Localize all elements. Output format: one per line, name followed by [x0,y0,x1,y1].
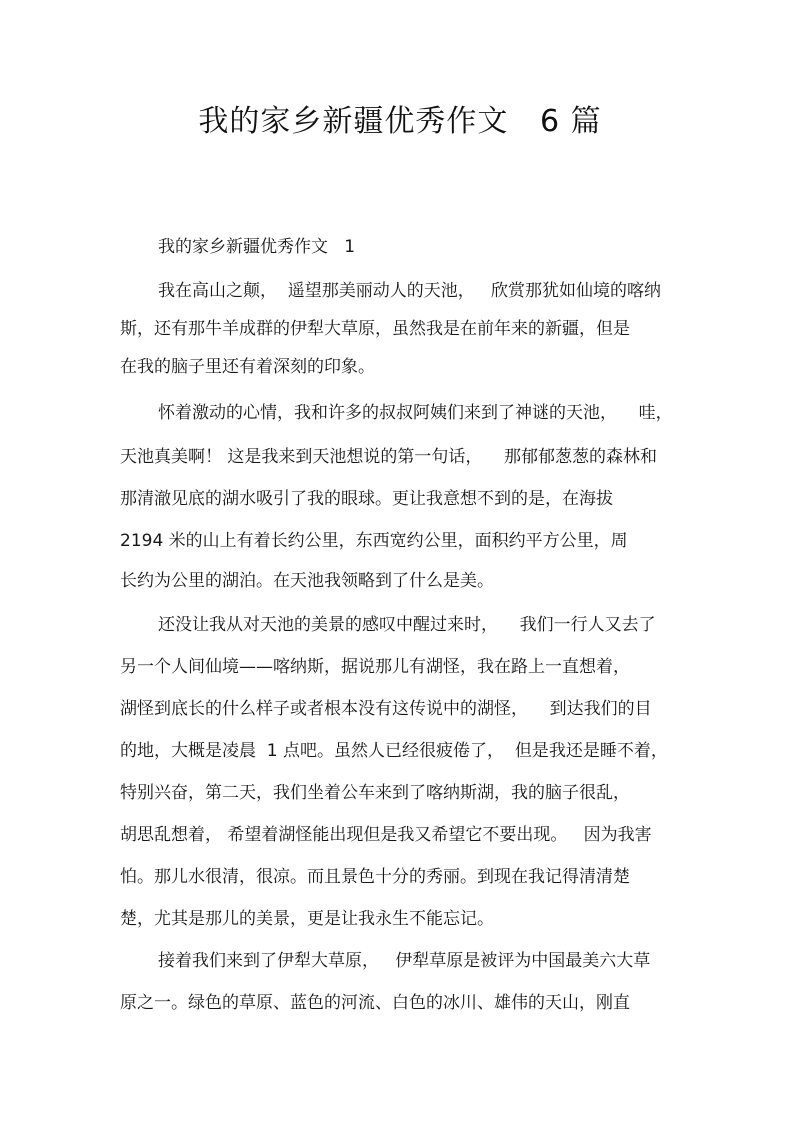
paragraph-line: 2194 米的山上有着长约公里，东西宽约公里，面积约平方公里，周 [120,531,628,551]
paragraph-line: 胡思乱想着， 希望着湖怪能出现但是我又希望它不要出现。 因为我害 [120,825,652,845]
paragraph-line: 另一个人间仙境——喀纳斯，据说那儿有湖怪，我在路上一直想着， [120,657,630,677]
paragraph-line: 我在高山之颠， 遥望那美丽动人的天池， 欣赏那犹如仙境的喀纳 [158,281,662,301]
paragraph-line: 特别兴奋，第二天，我们坐着公车来到了喀纳斯湖，我的脑子很乱， [120,783,630,803]
paragraph-line: 怕。那儿水很清，很凉。而且景色十分的秀丽。到现在我记得清清楚 [120,867,630,887]
paragraph-line: 天池真美啊！ 这是我来到天池想说的第一句话， 那郁郁葱葱的森林和 [120,447,658,467]
paragraph-line: 在我的脑子里还有着深刻的印象。 [120,357,375,377]
paragraph-line: 接着我们来到了伊犁大草原， 伊犁草原是被评为中国最美六大草 [158,951,651,971]
paragraph-line: 斯，还有那牛羊成群的伊犁大草原，虽然我是在前年来的新疆，但是 [120,319,630,339]
document-title: 我的家乡新疆优秀作文 6 篇 [198,104,602,139]
paragraph-line: 怀着激动的心情，我和许多的叔叔阿姨们来到了神谜的天池， 哇， [158,403,673,423]
paragraph-line: 原之一。绿色的草原、蓝色的河流、白色的冰川、雄伟的天山，刚直 [120,993,630,1013]
paragraph-line: 长约为公里的湖泊。在天池我领略到了什么是美。 [120,571,494,591]
paragraph-line: 还没让我从对天池的美景的感叹中醒过来时， 我们一行人又去了 [158,615,656,635]
paragraph-line: 那清澈见底的湖水吸引了我的眼球。更让我意想不到的是，在海拔 [120,489,613,509]
paragraph-line: 的地，大概是凌晨 1 点吧。虽然人已经很疲倦了， 但是我还是睡不着， [120,741,668,761]
section-heading: 我的家乡新疆优秀作文 1 [158,237,356,257]
paragraph-line: 楚，尤其是那儿的美景，更是让我永生不能忘记。 [120,909,494,929]
paragraph-line: 湖怪到底长的什么样子或者根本没有这传说中的湖怪， 到达我们的目 [120,699,652,719]
